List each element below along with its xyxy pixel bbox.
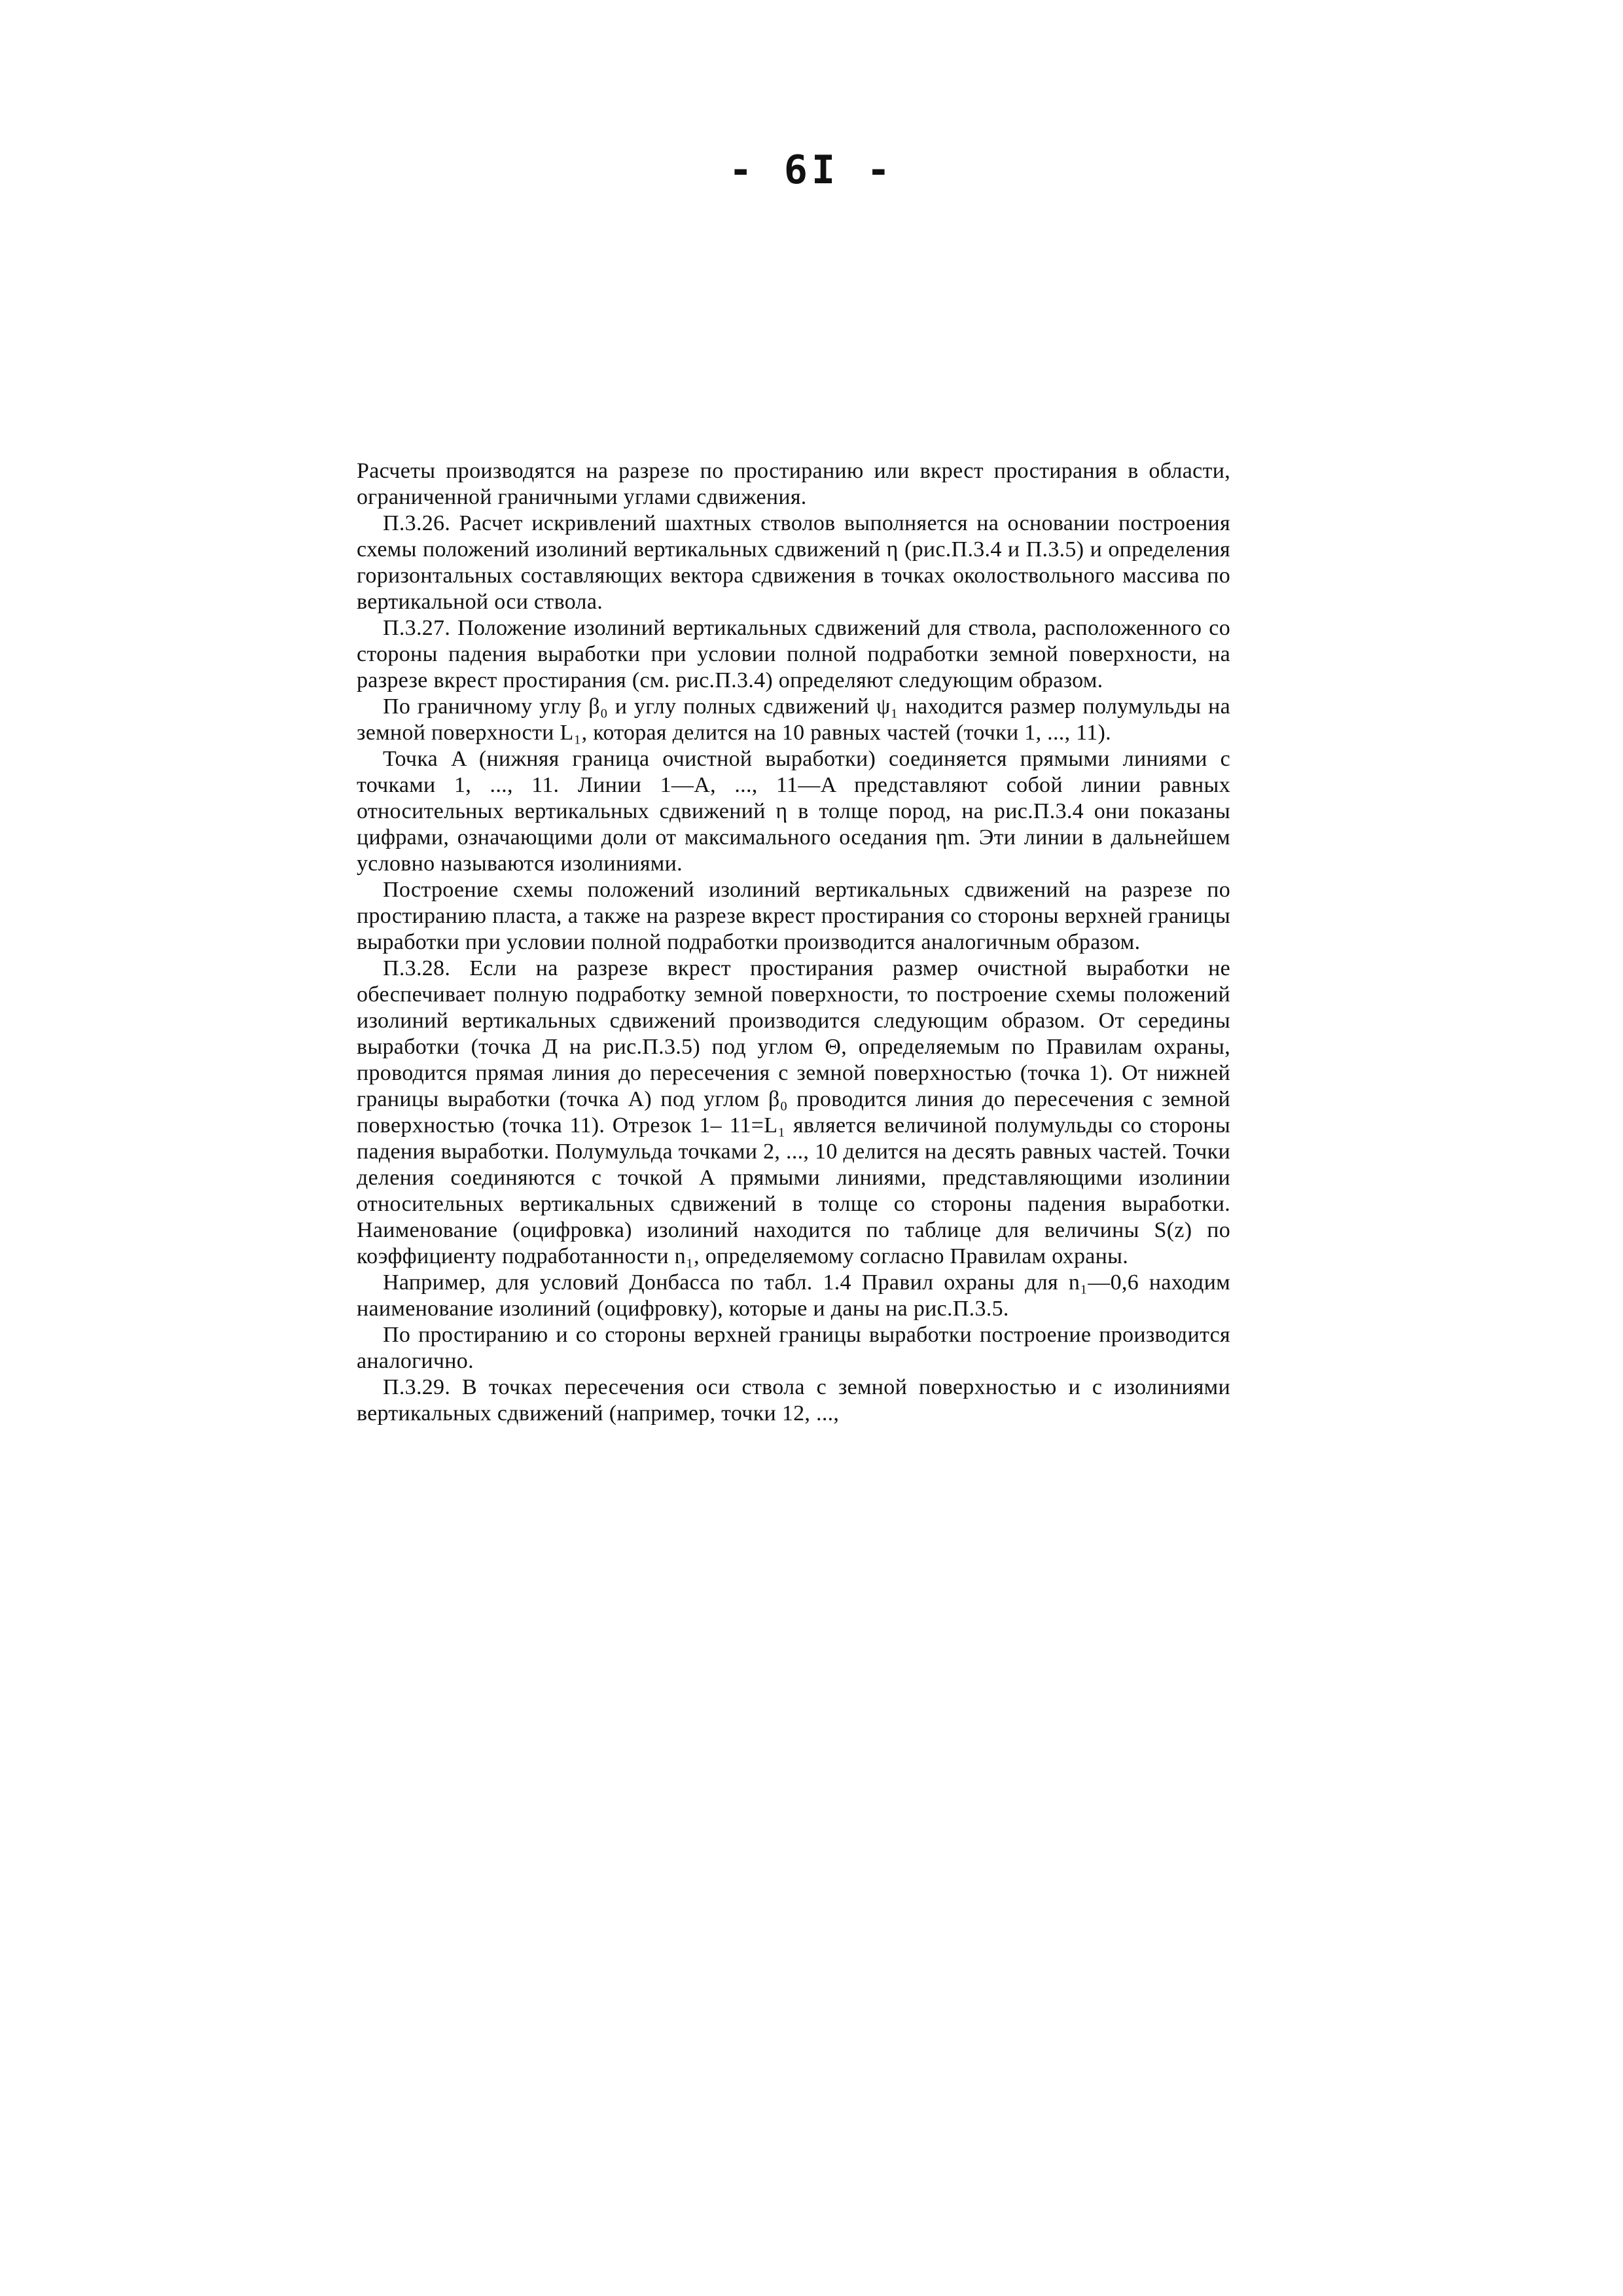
paragraph: Например, для условий Донбасса по табл. 1.4 Правил охраны для n₁—0,6 находим наименование изолиний (оцифровку), которые и даны на рис.П.3.5. <box>357 1270 1230 1321</box>
paragraph: Расчеты производятся на разрезе по простиранию или вкрест простирания в области, ограниченной граничными углами сдвижения. <box>357 459 1230 509</box>
body-text <box>357 458 1230 1427</box>
paragraph: П.3.26. Расчет искривлений шахтных стволов выполняется на основании построения схемы положений изолиний вертикальных сдвижений η (рис.П.3.4 и П.3.5) и определения горизонтальных составляющих вектора сдвижения в точках околоствольного массива по вертикальной оси ствола. <box>357 511 1230 614</box>
page-number: - 6I - <box>728 147 895 193</box>
paragraph: По простиранию и со стороны верхней границы выработки построение производится аналогично. <box>357 1323 1230 1373</box>
paragraph: Точка A (нижняя граница очистной выработки) соединяется прямыми линиями с точками 1, ..., 11. Линии 1—A, ..., 11—A представляют собой линии равных относительных вертикальных сдвижений η в толще пород, на рис.П.3.4 они показаны цифрами, означающими доли от максимального оседания ηm. Эти линии в дальнейшем условно называются изолиниями. <box>357 747 1230 876</box>
paragraph: П.3.29. В точках пересечения оси ствола с земной поверхностью и с изолиниями вертикальных сдвижений (например, точки 12, ..., <box>357 1375 1230 1426</box>
paragraph: Построение схемы положений изолиний вертикальных сдвижений на разрезе по простиранию пласта, а также на разрезе вкрест простирания со стороны верхней границы выработки при условии полной подработки производится аналогичным образом. <box>357 878 1230 954</box>
paragraph: По граничному углу β₀ и углу полных сдвижений ψ₁ находится размер полумульды на земной поверхности L₁, которая делится на 10 равных частей (точки 1, ..., 11). <box>357 694 1230 745</box>
paragraph: П.3.28. Если на разрезе вкрест простирания размер очистной выработки не обеспечивает полную подработку земной поверхности, то построение схемы положений изолиний вертикальных сдвижений производится следующим образом. От середины выработки (точка Д на рис.П.3.5) под углом Θ, определяемым по Правилам охраны, проводится прямая линия до пересечения с земной поверхностью (точка 1). От нижней границы выработки (точка A) под углом β₀ проводится линия до пересечения с земной поверхностью (точка 11). Отрезок 1– 11=L₁ является величиной полумульды со стороны падения выработки. Полумульда точками 2, ..., 10 делится на десять равных частей. Точки деления соединяются с точкой A прямыми линиями, представляющими изолинии относительных вертикальных сдвижений в толще со стороны падения выработки. Наименование (оцифровка) изолиний находится по таблице для величины S(z) по коэффициенту подработанности n₁, определяемому согласно Правилам охраны. <box>357 956 1230 1268</box>
paragraph: П.3.27. Положение изолиний вертикальных сдвижений для ствола, расположенного со стороны падения выработки при условии полной подработки земной поверхности, на разрезе вкрест простирания (см. рис.П.3.4) определяют следующим образом. <box>357 616 1230 692</box>
